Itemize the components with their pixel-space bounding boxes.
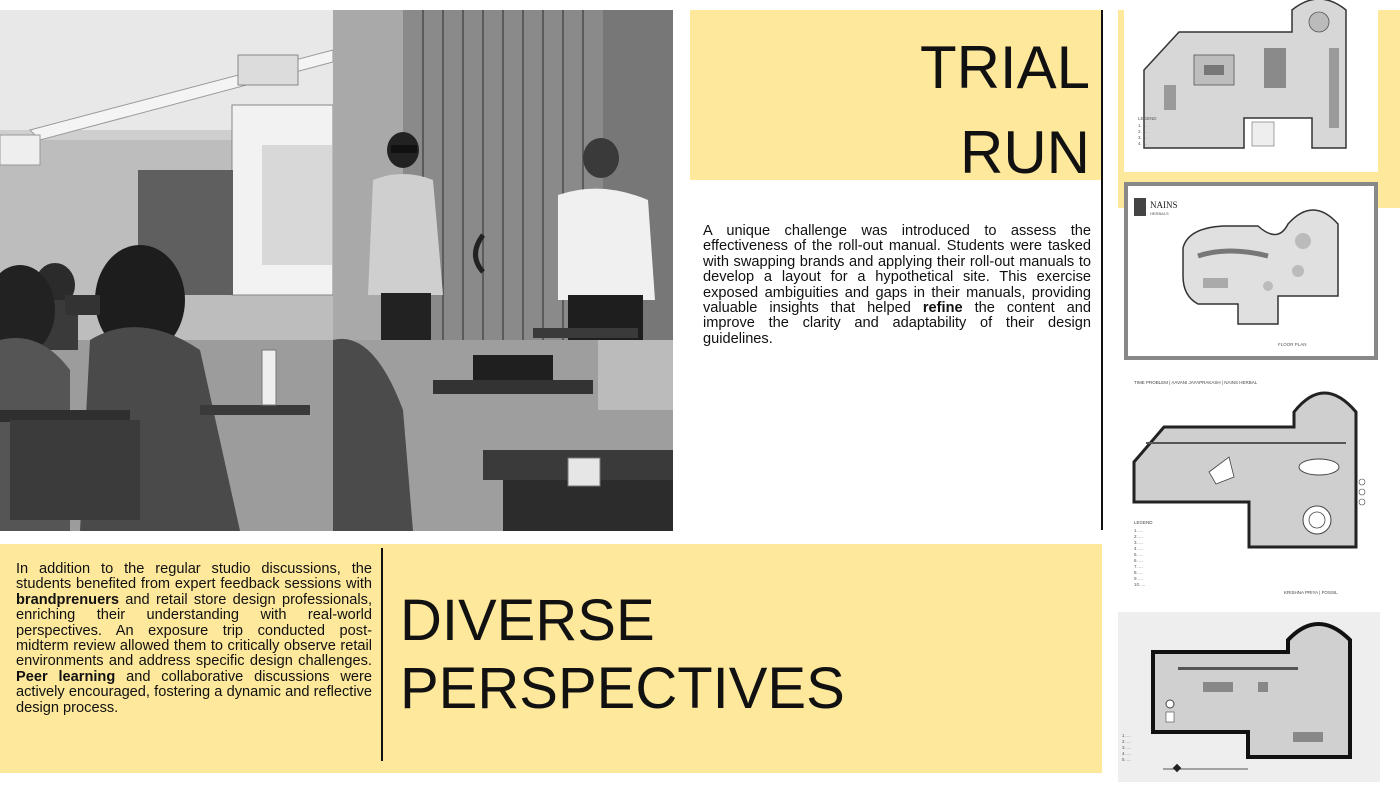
plan3-caption: TIME PROBLEM | AAVANI JAYAPRAKASH | NAINS HERBAL (1134, 380, 1258, 385)
diverse-title-line1: DIVERSE (400, 588, 655, 653)
plan3-legend-title: LEGEND (1134, 520, 1153, 525)
trial-run-text-2: the content and improve the clarity and adaptability of their design guidelines. (703, 300, 1091, 347)
diverse-divider (381, 548, 383, 761)
svg-text:3. ...: 3. ... (1134, 540, 1143, 545)
svg-text:5. ...: 5. ... (1134, 552, 1143, 557)
trial-run-text-1: A unique challenge was introduced to assess the effectiveness of the roll-out manual. Students were tasked with swapping brands and applying their roll-out manuals to develop a layout for a hypothetical site. This exercise exposed ambiguities and gaps in their manuals, providing valuable insights that helped (703, 223, 1091, 317)
svg-text:2. ...: 2. ... (1134, 534, 1143, 539)
diverse-bold-brandprenuers: brandprenuers (16, 591, 119, 608)
diverse-bold-peer-learning: Peer learning (16, 668, 116, 685)
svg-text:10. ...: 10. ... (1134, 582, 1146, 587)
plan2-logo-text: NAINS (1150, 200, 1178, 210)
floor-plan-3 (1124, 372, 1378, 602)
svg-text:4. ...: 4. ... (1122, 751, 1131, 756)
svg-text:4. ...: 4. ... (1138, 141, 1147, 146)
svg-text:1. ...: 1. ... (1122, 733, 1131, 738)
svg-text:6. ...: 6. ... (1134, 558, 1143, 563)
svg-text:3. ...: 3. ... (1138, 135, 1147, 140)
svg-text:7. ...: 7. ... (1134, 564, 1143, 569)
svg-text:3. ...: 3. ... (1122, 745, 1131, 750)
diverse-text-3: and collaborative discussions were actively encouraged, fostering a dynamic and reflective design process. (16, 668, 372, 716)
plan2-logo-sub: HERBALS (1150, 211, 1169, 216)
svg-text:4. ...: 4. ... (1134, 546, 1143, 551)
svg-text:FLOOR PLAN: FLOOR PLAN (1278, 342, 1307, 347)
svg-text:2. ...: 2. ... (1122, 739, 1131, 744)
svg-text:1. ...: 1. ... (1134, 528, 1143, 533)
svg-text:2. ...: 2. ... (1138, 129, 1147, 134)
svg-text:LEGEND: LEGEND (1138, 116, 1157, 121)
trial-run-divider (1101, 10, 1103, 530)
trial-run-paragraph (703, 224, 1091, 347)
diverse-title-line2: PERSPECTIVES (400, 656, 845, 721)
diverse-paragraph (16, 562, 372, 716)
classroom-photo (0, 10, 333, 531)
diverse-text-2: and retail store design professionals, enriching their understanding with real-world perspectives. An exposure trip conducted post-midterm review allowed them to critically observe retail environments and address specific design challenges. (16, 591, 372, 670)
trial-run-title-line1: TRIAL (919, 34, 1090, 101)
presenters-photo (333, 10, 673, 531)
floor-plan-2 (1124, 182, 1378, 360)
svg-text:5. ...: 5. ... (1122, 757, 1131, 762)
trial-run-bold-refine: refine (922, 300, 963, 317)
diverse-text-1: In addition to the regular studio discussions, the students benefited from expert feedback sessions with (16, 561, 372, 593)
svg-text:9. ...: 9. ... (1134, 576, 1143, 581)
svg-text:1. ...: 1. ... (1138, 123, 1147, 128)
svg-text:8. ...: 8. ... (1134, 570, 1143, 575)
trial-run-title-line2: RUN (960, 119, 1090, 186)
floor-plan-1 (1124, 0, 1378, 172)
floor-plan-4 (1118, 612, 1380, 782)
plan3-footer: KRISHNA PRIYA | FOSSIL (1284, 590, 1338, 595)
